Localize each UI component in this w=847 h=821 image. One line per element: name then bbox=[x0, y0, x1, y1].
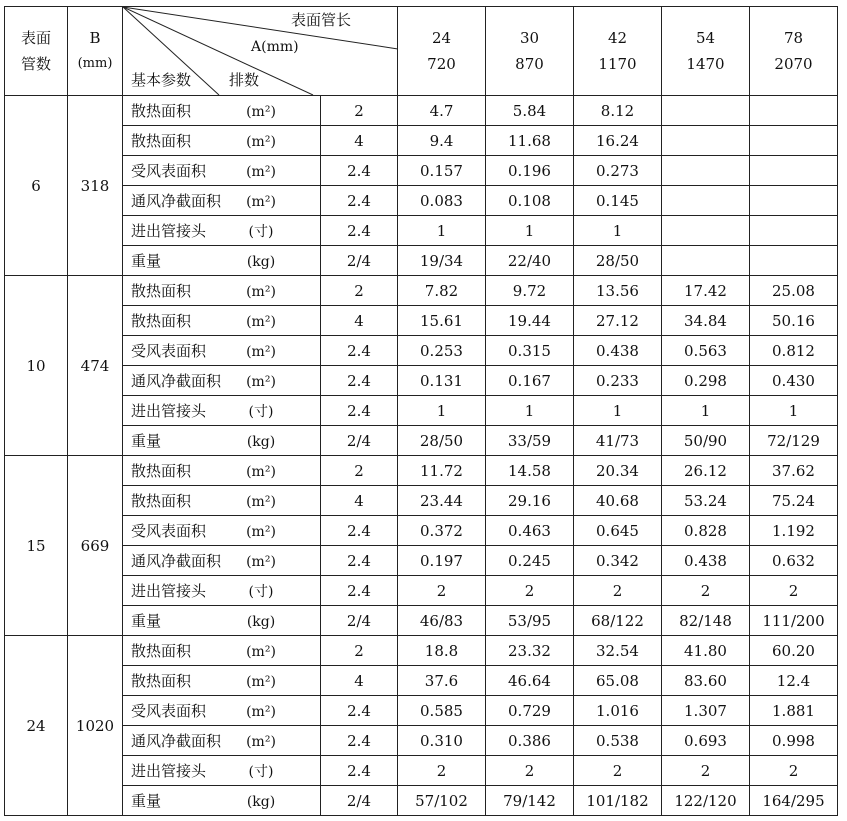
param-unit: (m²) bbox=[246, 104, 276, 120]
value-cell: 2 bbox=[662, 576, 750, 606]
param-name: 进出管接头 bbox=[131, 402, 207, 420]
table-row bbox=[5, 336, 838, 366]
param-cell bbox=[123, 156, 321, 186]
value-cell: 1 bbox=[662, 396, 750, 426]
value-cell: 7.82 bbox=[398, 276, 486, 306]
param-unit: (m²) bbox=[246, 644, 276, 660]
value-cell: 41.80 bbox=[662, 636, 750, 666]
rows-cell: 2.4 bbox=[321, 156, 398, 186]
header-diagonal-cell bbox=[123, 7, 398, 96]
param-unit: (m²) bbox=[246, 134, 276, 150]
value-cell: 37.6 bbox=[398, 666, 486, 696]
value-cell: 0.342 bbox=[574, 546, 662, 576]
value-cell: 2 bbox=[398, 756, 486, 786]
value-cell: 20.34 bbox=[574, 456, 662, 486]
param-unit: (m²) bbox=[246, 344, 276, 360]
param-unit: (m²) bbox=[246, 314, 276, 330]
value-cell bbox=[750, 96, 838, 126]
value-cell: 1.307 bbox=[662, 696, 750, 726]
value-cell: 0.729 bbox=[486, 696, 574, 726]
table-row bbox=[5, 546, 838, 576]
value-cell: 1 bbox=[750, 396, 838, 426]
value-cell: 26.12 bbox=[662, 456, 750, 486]
param-name: 散热面积 bbox=[131, 672, 192, 690]
rows-cell: 2.4 bbox=[321, 516, 398, 546]
diag-label-a: A(mm) bbox=[251, 39, 299, 55]
value-cell: 0.298 bbox=[662, 366, 750, 396]
value-cell: 0.645 bbox=[574, 516, 662, 546]
param-cell bbox=[123, 786, 321, 816]
param-unit: (m²) bbox=[246, 194, 276, 210]
b-dimension-cell: 669 bbox=[68, 456, 123, 636]
value-cell: 83.60 bbox=[662, 666, 750, 696]
header-b-line2: (mm) bbox=[77, 56, 113, 71]
value-cell: 1 bbox=[398, 396, 486, 426]
value-cell: 0.310 bbox=[398, 726, 486, 756]
spec-table bbox=[4, 6, 838, 816]
rows-cell: 2.4 bbox=[321, 576, 398, 606]
value-cell: 27.12 bbox=[574, 306, 662, 336]
param-cell bbox=[123, 486, 321, 516]
value-cell: 164/295 bbox=[750, 786, 838, 816]
header-size-col bbox=[574, 7, 662, 96]
value-cell bbox=[662, 96, 750, 126]
value-cell: 0.131 bbox=[398, 366, 486, 396]
diag-label-rows: 排数 bbox=[229, 71, 260, 89]
rows-cell: 4 bbox=[321, 666, 398, 696]
rows-cell: 2.4 bbox=[321, 216, 398, 246]
rows-cell: 2 bbox=[321, 636, 398, 666]
value-cell: 1.881 bbox=[750, 696, 838, 726]
value-cell: 0.167 bbox=[486, 366, 574, 396]
param-unit: (m²) bbox=[246, 554, 276, 570]
param-unit: (kg) bbox=[246, 254, 276, 270]
param-unit: (m²) bbox=[246, 284, 276, 300]
value-cell: 65.08 bbox=[574, 666, 662, 696]
table-row bbox=[5, 96, 838, 126]
param-name: 散热面积 bbox=[131, 462, 192, 480]
value-cell: 0.233 bbox=[574, 366, 662, 396]
value-cell: 68/122 bbox=[574, 606, 662, 636]
value-cell: 122/120 bbox=[662, 786, 750, 816]
value-cell: 14.58 bbox=[486, 456, 574, 486]
value-cell: 11.72 bbox=[398, 456, 486, 486]
value-cell: 0.196 bbox=[486, 156, 574, 186]
header-tubes bbox=[5, 7, 68, 96]
param-name: 散热面积 bbox=[131, 102, 192, 120]
tube-count-cell: 24 bbox=[5, 636, 68, 816]
param-name: 重量 bbox=[131, 432, 162, 450]
param-cell bbox=[123, 516, 321, 546]
table-row bbox=[5, 306, 838, 336]
param-cell bbox=[123, 216, 321, 246]
table-row bbox=[5, 396, 838, 426]
param-cell bbox=[123, 636, 321, 666]
value-cell: 41/73 bbox=[574, 426, 662, 456]
b-dimension-cell: 1020 bbox=[68, 636, 123, 816]
size-a: 1470 bbox=[686, 55, 725, 73]
param-unit: (kg) bbox=[246, 614, 276, 630]
value-cell: 9.4 bbox=[398, 126, 486, 156]
value-cell: 79/142 bbox=[486, 786, 574, 816]
value-cell: 0.693 bbox=[662, 726, 750, 756]
value-cell: 0.563 bbox=[662, 336, 750, 366]
rows-cell: 2/4 bbox=[321, 606, 398, 636]
rows-cell: 2.4 bbox=[321, 336, 398, 366]
value-cell: 2 bbox=[662, 756, 750, 786]
rows-cell: 2.4 bbox=[321, 546, 398, 576]
param-unit: (m²) bbox=[246, 164, 276, 180]
rows-cell: 2 bbox=[321, 96, 398, 126]
rows-cell: 2/4 bbox=[321, 426, 398, 456]
value-cell: 0.157 bbox=[398, 156, 486, 186]
size-length: 42 bbox=[607, 29, 628, 47]
value-cell: 0.812 bbox=[750, 336, 838, 366]
param-cell bbox=[123, 126, 321, 156]
header-tubes-line2: 管数 bbox=[20, 55, 51, 73]
value-cell: 28/50 bbox=[398, 426, 486, 456]
table-row bbox=[5, 726, 838, 756]
value-cell: 60.20 bbox=[750, 636, 838, 666]
b-dimension-cell: 474 bbox=[68, 276, 123, 456]
tube-count-cell: 15 bbox=[5, 456, 68, 636]
table-row bbox=[5, 156, 838, 186]
param-name: 受风表面积 bbox=[131, 162, 207, 180]
table-row bbox=[5, 606, 838, 636]
table-row bbox=[5, 666, 838, 696]
param-name: 通风净截面积 bbox=[131, 372, 222, 390]
header-row bbox=[5, 7, 838, 96]
rows-cell: 2.4 bbox=[321, 366, 398, 396]
size-length: 24 bbox=[431, 29, 452, 47]
table-row bbox=[5, 426, 838, 456]
value-cell: 0.632 bbox=[750, 546, 838, 576]
value-cell bbox=[750, 186, 838, 216]
param-name: 散热面积 bbox=[131, 282, 192, 300]
value-cell: 50/90 bbox=[662, 426, 750, 456]
value-cell: 0.145 bbox=[574, 186, 662, 216]
value-cell bbox=[750, 126, 838, 156]
param-cell bbox=[123, 666, 321, 696]
value-cell: 2 bbox=[750, 756, 838, 786]
size-a: 1170 bbox=[598, 55, 637, 73]
value-cell: 0.438 bbox=[662, 546, 750, 576]
value-cell: 46/83 bbox=[398, 606, 486, 636]
rows-cell: 2.4 bbox=[321, 726, 398, 756]
param-unit: (寸) bbox=[248, 404, 274, 420]
size-a: 720 bbox=[427, 55, 456, 73]
value-cell: 34.84 bbox=[662, 306, 750, 336]
value-cell: 15.61 bbox=[398, 306, 486, 336]
param-unit: (kg) bbox=[246, 434, 276, 450]
table-row bbox=[5, 756, 838, 786]
rows-cell: 2 bbox=[321, 276, 398, 306]
param-name: 散热面积 bbox=[131, 312, 192, 330]
value-cell: 0.998 bbox=[750, 726, 838, 756]
param-name: 进出管接头 bbox=[131, 582, 207, 600]
value-cell bbox=[662, 246, 750, 276]
size-length: 54 bbox=[695, 29, 716, 47]
value-cell bbox=[750, 246, 838, 276]
value-cell: 19.44 bbox=[486, 306, 574, 336]
value-cell: 23.32 bbox=[486, 636, 574, 666]
param-cell bbox=[123, 546, 321, 576]
tube-count-cell: 6 bbox=[5, 96, 68, 276]
value-cell: 0.315 bbox=[486, 336, 574, 366]
value-cell: 101/182 bbox=[574, 786, 662, 816]
table-row bbox=[5, 516, 838, 546]
value-cell bbox=[750, 156, 838, 186]
table-row bbox=[5, 216, 838, 246]
value-cell: 0.245 bbox=[486, 546, 574, 576]
rows-cell: 4 bbox=[321, 486, 398, 516]
table-row bbox=[5, 576, 838, 606]
param-unit: (寸) bbox=[248, 584, 274, 600]
param-unit: (kg) bbox=[246, 794, 276, 810]
size-length: 78 bbox=[783, 29, 804, 47]
param-name: 重量 bbox=[131, 612, 162, 630]
value-cell: 53.24 bbox=[662, 486, 750, 516]
param-cell bbox=[123, 186, 321, 216]
value-cell: 11.68 bbox=[486, 126, 574, 156]
table-row bbox=[5, 456, 838, 486]
b-dimension-cell: 318 bbox=[68, 96, 123, 276]
rows-cell: 2.4 bbox=[321, 756, 398, 786]
value-cell: 2 bbox=[750, 576, 838, 606]
value-cell: 53/95 bbox=[486, 606, 574, 636]
value-cell: 75.24 bbox=[750, 486, 838, 516]
param-name: 受风表面积 bbox=[131, 702, 207, 720]
value-cell: 18.8 bbox=[398, 636, 486, 666]
value-cell: 4.7 bbox=[398, 96, 486, 126]
value-cell: 0.253 bbox=[398, 336, 486, 366]
header-size-col bbox=[662, 7, 750, 96]
value-cell: 28/50 bbox=[574, 246, 662, 276]
param-name: 受风表面积 bbox=[131, 342, 207, 360]
table-row bbox=[5, 366, 838, 396]
value-cell: 8.12 bbox=[574, 96, 662, 126]
value-cell: 46.64 bbox=[486, 666, 574, 696]
value-cell: 2 bbox=[574, 576, 662, 606]
value-cell: 17.42 bbox=[662, 276, 750, 306]
value-cell: 2 bbox=[486, 576, 574, 606]
header-size-col bbox=[486, 7, 574, 96]
header-tubes-line1: 表面 bbox=[20, 29, 51, 47]
value-cell: 9.72 bbox=[486, 276, 574, 306]
value-cell: 111/200 bbox=[750, 606, 838, 636]
value-cell: 0.538 bbox=[574, 726, 662, 756]
param-name: 受风表面积 bbox=[131, 522, 207, 540]
param-cell bbox=[123, 276, 321, 306]
value-cell bbox=[662, 156, 750, 186]
table-body bbox=[5, 96, 838, 816]
value-cell: 0.463 bbox=[486, 516, 574, 546]
param-name: 散热面积 bbox=[131, 492, 192, 510]
value-cell: 0.585 bbox=[398, 696, 486, 726]
param-cell bbox=[123, 696, 321, 726]
rows-cell: 2/4 bbox=[321, 786, 398, 816]
param-unit: (m²) bbox=[246, 494, 276, 510]
param-cell bbox=[123, 306, 321, 336]
value-cell: 0.386 bbox=[486, 726, 574, 756]
param-cell bbox=[123, 756, 321, 786]
rows-cell: 4 bbox=[321, 306, 398, 336]
param-cell bbox=[123, 336, 321, 366]
rows-cell: 2/4 bbox=[321, 246, 398, 276]
value-cell: 0.083 bbox=[398, 186, 486, 216]
value-cell: 1 bbox=[486, 396, 574, 426]
value-cell bbox=[662, 216, 750, 246]
param-unit: (寸) bbox=[248, 764, 274, 780]
value-cell: 5.84 bbox=[486, 96, 574, 126]
value-cell: 0.430 bbox=[750, 366, 838, 396]
value-cell: 1.016 bbox=[574, 696, 662, 726]
value-cell: 2 bbox=[398, 576, 486, 606]
table-row bbox=[5, 486, 838, 516]
param-name: 通风净截面积 bbox=[131, 552, 222, 570]
param-unit: (m²) bbox=[246, 734, 276, 750]
param-unit: (m²) bbox=[246, 374, 276, 390]
param-name: 散热面积 bbox=[131, 132, 192, 150]
table-row bbox=[5, 276, 838, 306]
value-cell: 0.108 bbox=[486, 186, 574, 216]
value-cell: 23.44 bbox=[398, 486, 486, 516]
value-cell: 0.197 bbox=[398, 546, 486, 576]
rows-cell: 2.4 bbox=[321, 186, 398, 216]
value-cell: 37.62 bbox=[750, 456, 838, 486]
table-row bbox=[5, 186, 838, 216]
value-cell: 1 bbox=[486, 216, 574, 246]
param-name: 散热面积 bbox=[131, 642, 192, 660]
param-unit: (m²) bbox=[246, 464, 276, 480]
rows-cell: 2.4 bbox=[321, 696, 398, 726]
table-row bbox=[5, 246, 838, 276]
param-cell bbox=[123, 726, 321, 756]
param-name: 进出管接头 bbox=[131, 762, 207, 780]
size-length: 30 bbox=[519, 29, 540, 47]
value-cell: 50.16 bbox=[750, 306, 838, 336]
rows-cell: 4 bbox=[321, 126, 398, 156]
value-cell: 19/34 bbox=[398, 246, 486, 276]
header-size-col bbox=[750, 7, 838, 96]
value-cell: 0.372 bbox=[398, 516, 486, 546]
param-cell bbox=[123, 426, 321, 456]
param-cell bbox=[123, 606, 321, 636]
param-unit: (m²) bbox=[246, 674, 276, 690]
param-name: 通风净截面积 bbox=[131, 192, 222, 210]
param-name: 重量 bbox=[131, 252, 162, 270]
table-row bbox=[5, 636, 838, 666]
param-cell bbox=[123, 96, 321, 126]
value-cell: 2 bbox=[486, 756, 574, 786]
value-cell: 0.828 bbox=[662, 516, 750, 546]
value-cell: 1 bbox=[398, 216, 486, 246]
size-a: 870 bbox=[515, 55, 544, 73]
value-cell: 2 bbox=[574, 756, 662, 786]
value-cell: 22/40 bbox=[486, 246, 574, 276]
value-cell: 12.4 bbox=[750, 666, 838, 696]
header-size-col bbox=[398, 7, 486, 96]
value-cell bbox=[750, 216, 838, 246]
value-cell: 25.08 bbox=[750, 276, 838, 306]
diag-label-tube-length: 表面管长 bbox=[291, 11, 352, 29]
param-cell bbox=[123, 576, 321, 606]
value-cell: 1 bbox=[574, 396, 662, 426]
table-row bbox=[5, 696, 838, 726]
param-cell bbox=[123, 246, 321, 276]
value-cell: 13.56 bbox=[574, 276, 662, 306]
value-cell: 1.192 bbox=[750, 516, 838, 546]
param-unit: (m²) bbox=[246, 704, 276, 720]
table-row bbox=[5, 786, 838, 816]
value-cell: 0.273 bbox=[574, 156, 662, 186]
value-cell: 57/102 bbox=[398, 786, 486, 816]
rows-cell: 2 bbox=[321, 456, 398, 486]
param-name: 进出管接头 bbox=[131, 222, 207, 240]
param-name: 通风净截面积 bbox=[131, 732, 222, 750]
table-row bbox=[5, 126, 838, 156]
param-name: 重量 bbox=[131, 792, 162, 810]
value-cell bbox=[662, 126, 750, 156]
diag-label-params: 基本参数 bbox=[131, 71, 192, 89]
value-cell: 1 bbox=[574, 216, 662, 246]
param-cell bbox=[123, 396, 321, 426]
value-cell bbox=[662, 186, 750, 216]
value-cell: 29.16 bbox=[486, 486, 574, 516]
tube-count-cell: 10 bbox=[5, 276, 68, 456]
param-unit: (m²) bbox=[246, 524, 276, 540]
size-a: 2070 bbox=[774, 55, 813, 73]
value-cell: 16.24 bbox=[574, 126, 662, 156]
rows-cell: 2.4 bbox=[321, 396, 398, 426]
param-cell bbox=[123, 366, 321, 396]
header-b-line1: B bbox=[89, 29, 101, 47]
param-cell bbox=[123, 456, 321, 486]
value-cell: 0.438 bbox=[574, 336, 662, 366]
param-unit: (寸) bbox=[248, 224, 274, 240]
value-cell: 82/148 bbox=[662, 606, 750, 636]
header-b bbox=[68, 7, 123, 96]
value-cell: 32.54 bbox=[574, 636, 662, 666]
value-cell: 40.68 bbox=[574, 486, 662, 516]
value-cell: 72/129 bbox=[750, 426, 838, 456]
value-cell: 33/59 bbox=[486, 426, 574, 456]
